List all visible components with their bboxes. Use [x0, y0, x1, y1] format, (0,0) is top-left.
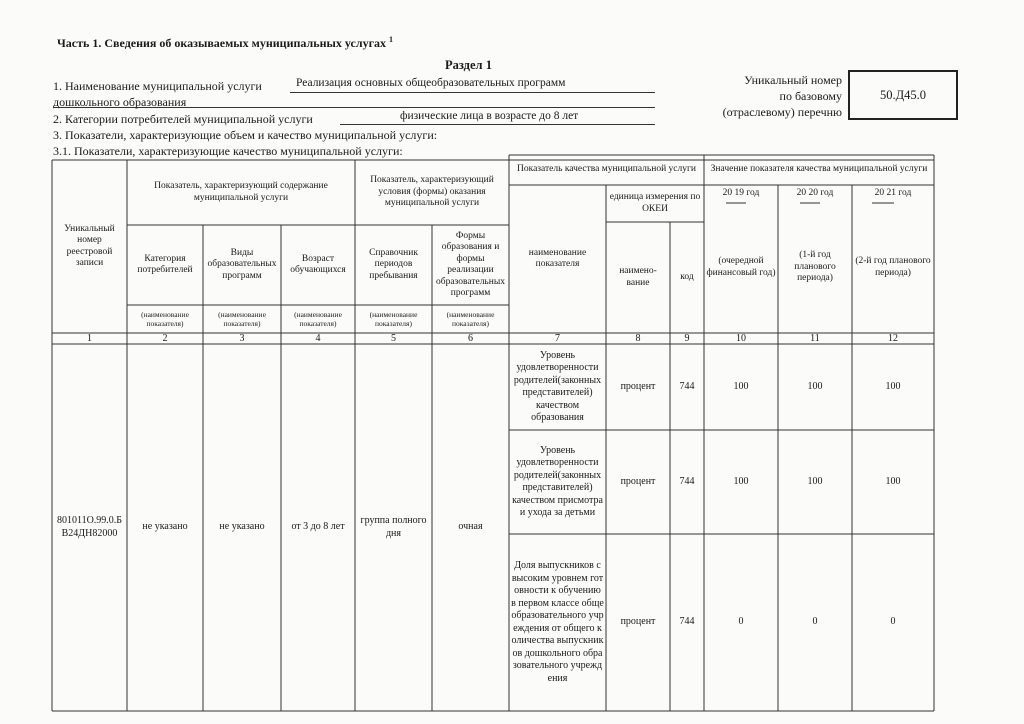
table-row-2-value-1: 100: [733, 475, 749, 487]
header-year-1: 20 19 год: [722, 188, 760, 199]
col-number-4: 4: [315, 333, 321, 344]
subheader-indicator-name-4: (наименование показателя): [294, 310, 342, 328]
header-unique-number: Уникальный номер реестровой записи: [64, 223, 115, 268]
section-title: Раздел 1: [445, 58, 492, 72]
table-row-3-indicator: Доля выпускников с высоким уровнем готовности к обучению в первом классе общеобразовательного учреждения от общего количества выпускников дошкольного образовательного учреждения: [511, 560, 604, 684]
service-name-continuation: дошкольного образования: [53, 95, 187, 109]
age-value: от 3 до 8 лет: [291, 521, 345, 533]
header-year-2-desc: (1-й год планового периода): [794, 250, 836, 284]
header-unit-name: наимено-вание: [619, 266, 657, 288]
service-name-value: Реализация основных общеобразовательных программ: [296, 77, 566, 89]
header-quality-indicator: Показатель качества муниципальной услуги: [517, 164, 696, 175]
unique-code-box: 50.Д45.0: [848, 70, 958, 120]
program-type-value: не указано: [219, 521, 265, 533]
header-year-3-desc: (2-й год планового периода): [855, 256, 931, 278]
col-number-1: 1: [87, 333, 92, 344]
col-number-7: 7: [555, 333, 560, 344]
col-number-8: 8: [635, 333, 641, 344]
subheader-indicator-name-2: (наименование показателя): [141, 310, 189, 328]
table-row-2-value-2: 100: [807, 475, 823, 487]
col-number-11: 11: [810, 333, 820, 344]
col-number-9: 9: [684, 333, 690, 344]
table-row-1-value-3: 100: [885, 380, 901, 392]
header-program-types: Виды образовательных программ: [207, 247, 277, 281]
header-conditions-indicator: Показатель, характеризующий условия (формы) оказания муниципальной услуги: [370, 175, 494, 209]
unique-number-label: Уникальный номер по базовому (отраслевому) перечню: [722, 73, 842, 119]
table-row-3-value-2: 0: [812, 616, 818, 628]
table-row-2-unit: процент: [620, 475, 656, 487]
consumer-category-value: не указано: [142, 521, 188, 533]
subheader-indicator-name-3: (наименование показателя): [218, 310, 266, 328]
table-row-2-indicator: Уровень удовлетворенности родителей(законных представителей) качеством присмотра и ухода за детьми: [512, 444, 603, 518]
table-row-1-unit: процент: [620, 380, 656, 392]
col-number-5: 5: [391, 333, 396, 344]
indicators-heading: 3. Показатели, характеризующие объем и качество муниципальной услуги:: [53, 128, 438, 142]
stay-period-value: группа полного дня: [360, 515, 427, 539]
quality-indicators-heading: 3.1. Показатели, характеризующие качество муниципальной услуги:: [53, 144, 403, 158]
service-name-label: 1. Наименование муниципальной услуги: [53, 79, 262, 93]
header-indicator-name: наименование показателя: [528, 247, 587, 269]
header-quality-values: Значение показателя качества муниципальной услуги: [710, 164, 928, 175]
record-id: 801011О.99.0.БВ24ДН82000: [56, 515, 123, 539]
footnote-mark: 1: [389, 35, 394, 44]
header-student-age: Возраст обучающихся: [290, 253, 346, 275]
consumer-category-label: 2. Категории потребителей муниципальной услуги: [53, 112, 313, 126]
table-row-3-unit: процент: [620, 616, 656, 628]
subheader-indicator-name-5: (наименование показателя): [369, 310, 418, 328]
table-row-3-value-3: 0: [890, 616, 896, 628]
table-row-1-value-1: 100: [733, 380, 749, 392]
consumer-category-value: физические лица в возрасте до 8 лет: [400, 110, 579, 122]
subheader-indicator-name-6: (наименование показателя): [446, 310, 495, 328]
table-row-3-value-1: 0: [738, 616, 744, 628]
header-year-2: 20 20 год: [796, 188, 834, 199]
table-row-2-value-3: 100: [885, 475, 901, 487]
table-row-1-indicator: Уровень удовлетворенности родителей(законных представителей) качеством образования: [513, 349, 602, 423]
col-number-6: 6: [468, 333, 473, 344]
header-year-3: 20 21 год: [874, 188, 912, 199]
table-row-2-code: 744: [679, 475, 695, 487]
table-row-1-code: 744: [679, 380, 695, 392]
part-title: Часть 1. Сведения об оказываемых муниципальных услугах $^1$: [57, 35, 394, 50]
table-row-3-code: 744: [679, 616, 695, 628]
table-row-1-value-2: 100: [807, 380, 823, 392]
header-education-forms: Формы образования и формы реализации образовательных программ: [436, 230, 505, 298]
header-unit-code: код: [680, 271, 694, 282]
col-number-12: 12: [888, 333, 898, 344]
col-number-3: 3: [239, 333, 245, 344]
col-number-10: 10: [736, 333, 746, 344]
header-content-indicator: Показатель, характеризующий содержание муниципальной услуги: [154, 181, 328, 203]
header-consumer-category: Категория потребителей: [137, 253, 193, 275]
education-form-value: очная: [458, 521, 483, 533]
col-number-2: 2: [162, 333, 168, 344]
header-year-1-desc: (очередной финансовый год): [706, 256, 776, 278]
header-stay-periods: Справочник периодов пребывания: [369, 247, 418, 281]
header-okei-unit: единица измерения по ОКЕИ: [609, 192, 701, 214]
